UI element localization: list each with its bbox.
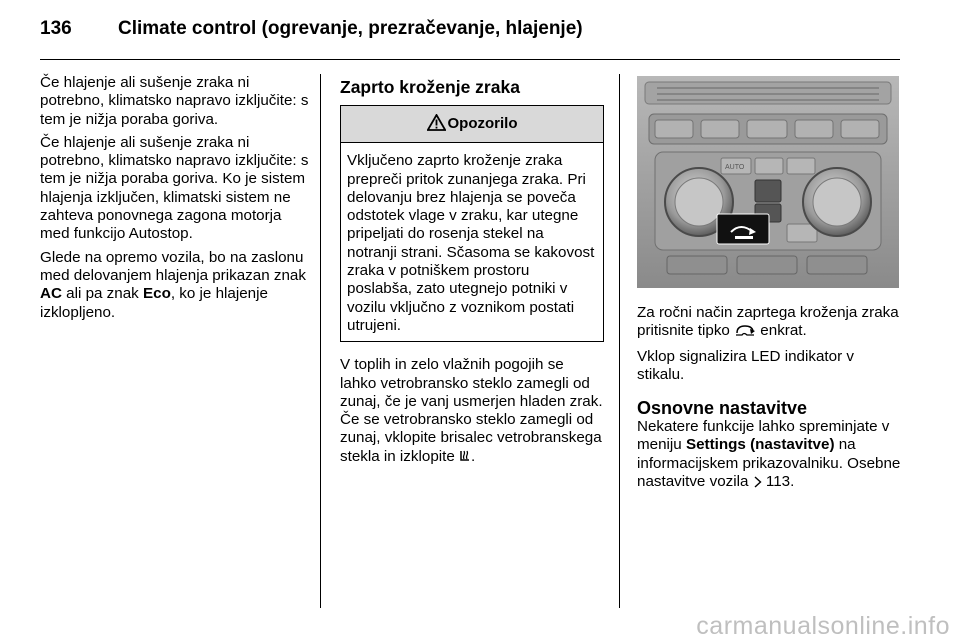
eco-label: Eco xyxy=(143,285,171,303)
ac-label: AC xyxy=(40,285,62,303)
column-left xyxy=(40,74,312,327)
column-divider-1 xyxy=(320,74,321,608)
column-divider-2 xyxy=(619,74,620,608)
paragraph: Vklop signalizira LED indikator v stikalu. xyxy=(637,347,854,383)
page-reference-icon xyxy=(753,475,762,493)
windshield-defrost-icon xyxy=(459,450,471,468)
paragraph: V toplih in zelo vlažnih pogojih se lahko vetrobransko steklo zamegli od zunaj, če je vanj usmerjen hladen zrak. Če se vetrobransko steklo zamegli od zunaj, vklopite brisalec vetrobranskega stekla in izklopite . xyxy=(340,356,604,468)
settings-menu-label: Settings (nastavitve) xyxy=(685,436,835,454)
warning-box xyxy=(340,105,604,342)
svg-text:AUTO: AUTO xyxy=(725,164,745,171)
section-title: Zaprto kroženje zraka xyxy=(340,77,520,97)
header-divider xyxy=(40,59,900,60)
paragraph: Nekatere funkcije lahko spreminjate v meniju Settings (nastavitve) na informacijskem prikazovalniku. Osebne nastavitve vozila 113. xyxy=(637,418,905,493)
page-reference-link[interactable]: 113. xyxy=(765,473,795,491)
paragraph: Če hlajenje ali sušenje zraka ni potrebno, klimatsko napravo izključite: s tem je nižja poraba goriva. Ko je sistem hlajenja izključen, klimatski sistem ne zahteva ponovnega zagona motorja med funkcijo Autostop. xyxy=(40,133,309,243)
column-right xyxy=(637,76,905,498)
page-title: Climate control (ogrevanje, prezračevanje, hlajenje) xyxy=(118,18,583,39)
page-header xyxy=(40,18,900,52)
air-recirculation-icon xyxy=(734,324,756,342)
page-number: 136 xyxy=(40,18,72,39)
paragraph: Če hlajenje ali sušenje zraka ni potrebno, klimatsko napravo izključite: s tem je nižja poraba goriva. xyxy=(40,74,309,128)
column-middle xyxy=(340,76,604,473)
warning-heading: Opozorilo xyxy=(341,106,603,143)
warning-text: Vključeno zaprto kroženje zraka prepreči pritok zunanjega zraka. Pri delovanju brez hlajenja se poveča odstotek vlage v zraku, kar utegne pripeljati do rosenja stekel na notranji strani. Sčasoma se kakovost zraka v potniškem prostoru poslabša, zato utegnejo potniki v vozilu vključno z voznikom postati utrujeni. xyxy=(347,152,595,334)
paragraph: Za ročni način zaprtega kroženja zraka pritisnite tipko enkrat. xyxy=(637,304,905,343)
watermark: carmanualsonline.info xyxy=(696,612,950,640)
paragraph: Glede na opremo vozila, bo na zaslonu med delovanjem hlajenja prikazan znak AC ali pa znak Eco, ko je hlajenje izklopljeno. xyxy=(40,248,306,321)
subsection-title: Osnovne nastavitve xyxy=(637,398,808,419)
climate-control-panel-photo xyxy=(637,76,899,288)
warning-icon xyxy=(427,114,446,136)
